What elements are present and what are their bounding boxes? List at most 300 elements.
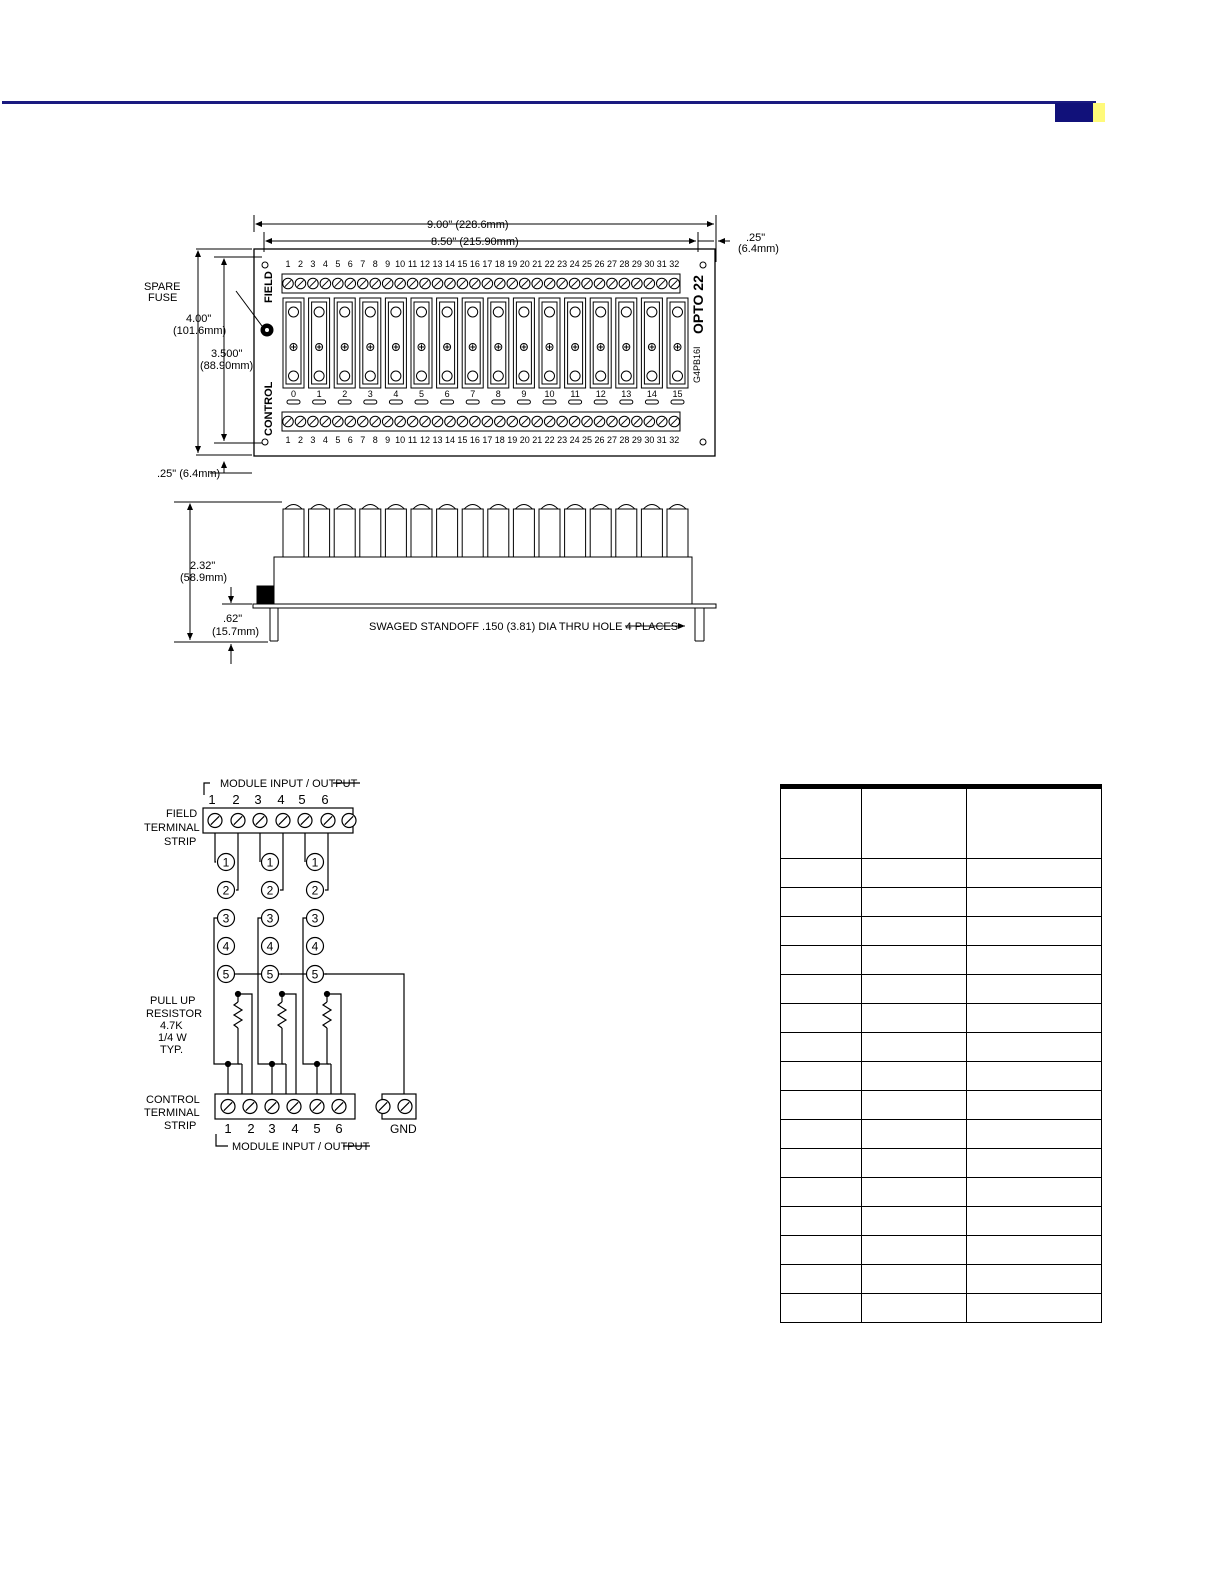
terminal-number-top: 21 (532, 259, 543, 269)
table-row (781, 1207, 1102, 1236)
module-number: 1 (316, 389, 322, 399)
terminal-number-top: 3 (310, 259, 316, 269)
table-cell (781, 1004, 862, 1033)
terminal-screw (333, 416, 344, 427)
terminal-number-bottom: 25 (582, 435, 593, 445)
module-io-bottom: MODULE INPUT / OUTPUT (232, 1141, 370, 1153)
pin-number: 1 (266, 855, 274, 870)
table-cell (862, 1091, 967, 1120)
table-cell (862, 1236, 967, 1265)
terminal-screw (657, 278, 668, 289)
module-number: 13 (621, 389, 632, 399)
terminal-screw (669, 278, 680, 289)
terminal-number-top: 2 (297, 259, 303, 269)
module-number: 0 (290, 389, 297, 399)
terminal-number-bottom: 18 (494, 435, 505, 445)
table-row (781, 917, 1102, 946)
io-number-top: 3 (254, 792, 262, 807)
terminal-screw (519, 278, 530, 289)
terminal-number-top: 18 (494, 259, 505, 269)
terminal-number-bottom: 32 (669, 435, 680, 445)
terminal-screw (395, 416, 406, 427)
terminal-screw (445, 416, 456, 427)
table-cell (862, 1207, 967, 1236)
table-row (781, 1294, 1102, 1323)
terminal-number-top: 24 (569, 259, 580, 269)
standoff-note: SWAGED STANDOFF .150 (3.81) DIA THRU HOLE 4 PLACES (369, 621, 679, 633)
terminal-number-bottom: 23 (557, 435, 568, 445)
control-terminal-strip (283, 416, 680, 427)
terminal-number-bottom: 16 (469, 435, 480, 445)
table-cell (781, 946, 862, 975)
terminal-number-bottom: 4 (322, 435, 328, 445)
table-row (781, 1178, 1102, 1207)
module-number: 10 (544, 389, 555, 399)
table-cell (967, 1236, 1102, 1265)
table-cell (967, 1033, 1102, 1062)
terminal-screw (557, 416, 568, 427)
terminal-number-bottom: 26 (594, 435, 605, 445)
control-screw (221, 1100, 235, 1114)
field-screw (342, 814, 356, 828)
terminal-screw (532, 416, 543, 427)
side-height-mm: (58.9mm) (180, 572, 228, 584)
board-brand: OPTO 22 (690, 275, 706, 334)
control-label: CONTROL (263, 381, 275, 436)
spare-label: SPARE (144, 281, 181, 293)
module-number: 14 (646, 389, 657, 399)
module-number: 5 (418, 389, 425, 399)
field-screw (208, 814, 222, 828)
field-terminal-strip (283, 278, 680, 289)
terminal-number-top: 12 (420, 259, 431, 269)
terminal-number-bottom: 28 (619, 435, 630, 445)
board-model: G4PB16I (692, 346, 702, 383)
io-number-bottom: 1 (224, 1121, 232, 1136)
terminal-number-top: 1 (285, 259, 291, 269)
field-label: FIELD (263, 271, 275, 303)
terminal-screw (382, 416, 393, 427)
table-cell (781, 859, 862, 888)
terminal-number-bottom: 6 (347, 435, 353, 445)
terminal-number-top: 19 (507, 259, 518, 269)
terminal-number-bottom: 9 (385, 435, 391, 445)
control-screw (265, 1100, 279, 1114)
pullup-3: 4.7K (160, 1020, 183, 1032)
table-cell (862, 859, 967, 888)
dim-edge-in: .25" (746, 232, 766, 244)
table-cell (967, 1120, 1102, 1149)
table-cell (967, 1207, 1102, 1236)
table-cell (967, 1149, 1102, 1178)
table-cell (781, 1091, 862, 1120)
terminal-screw (357, 278, 368, 289)
terminal-screw (495, 278, 506, 289)
dim-height-in: 4.00" (186, 313, 212, 325)
terminal-number-top: 17 (482, 259, 493, 269)
terminal-number-top: 15 (457, 259, 468, 269)
pin-number: 3 (222, 911, 230, 926)
terminal-number-top: 32 (669, 259, 680, 269)
terminal-screw (632, 278, 643, 289)
pin-number: 2 (311, 883, 319, 898)
table-cell (781, 1120, 862, 1149)
terminal-number-top: 30 (644, 259, 655, 269)
io-number-bottom: 5 (313, 1121, 321, 1136)
dim-overall-width: 9.00" (228.6mm) (427, 219, 509, 231)
control-screw (376, 1100, 390, 1114)
module-number: 11 (570, 389, 580, 399)
terminal-screw (407, 278, 418, 289)
terminal-screw (569, 416, 580, 427)
terminal-screw (470, 278, 481, 289)
pin-number: 5 (222, 967, 230, 982)
pin-number: 5 (266, 967, 274, 982)
terminal-screw (544, 278, 555, 289)
table-cell (781, 1207, 862, 1236)
terminal-screw (619, 416, 630, 427)
field-screw (276, 814, 290, 828)
terminal-number-top: 13 (432, 259, 443, 269)
terminal-screw (657, 416, 668, 427)
terminal-screw (482, 416, 493, 427)
terminal-number-bottom: 2 (297, 435, 303, 445)
terminal-number-bottom: 19 (507, 435, 518, 445)
table-row (781, 1033, 1102, 1062)
pin-number: 4 (222, 939, 230, 954)
terminal-screw (382, 278, 393, 289)
terminal-screw (507, 416, 518, 427)
side-module (513, 505, 534, 558)
pullup-5: TYP. (160, 1044, 184, 1056)
terminal-number-bottom: 30 (644, 435, 655, 445)
terminal-number-top: 22 (544, 259, 555, 269)
terminal-screw (594, 416, 605, 427)
table-cell (781, 1033, 862, 1062)
terminal-screw (445, 278, 456, 289)
pin-number: 5 (311, 967, 319, 982)
table-cell (862, 1033, 967, 1062)
terminal-number-bottom: 3 (310, 435, 316, 445)
table-row (781, 1091, 1102, 1120)
terminal-screw (357, 416, 368, 427)
table-cell (781, 1178, 862, 1207)
control-screw (310, 1100, 324, 1114)
table-cell (862, 888, 967, 917)
pin-number: 2 (266, 883, 274, 898)
side-module (590, 505, 611, 558)
terminal-number-bottom: 22 (544, 435, 555, 445)
terminal-number-bottom: 1 (285, 435, 291, 445)
table-cell (781, 1236, 862, 1265)
table-cell (862, 1062, 967, 1091)
side-view (174, 502, 716, 664)
table-cell (967, 1091, 1102, 1120)
control-screw (398, 1100, 412, 1114)
table-row (781, 1120, 1102, 1149)
terminal-number-top: 7 (360, 259, 366, 269)
terminal-number-bottom: 17 (482, 435, 493, 445)
terminal-number-bottom: 7 (360, 435, 366, 445)
control-screw (332, 1100, 346, 1114)
table-cell (967, 946, 1102, 975)
terminal-number-bottom: 8 (372, 435, 378, 445)
terminal-number-bottom: 31 (656, 435, 667, 445)
field-strip-3: STRIP (164, 836, 197, 848)
side-module (360, 505, 381, 558)
terminal-number-top: 16 (469, 259, 480, 269)
table-row (781, 888, 1102, 917)
table-cell (967, 1178, 1102, 1207)
terminal-number-bottom: 14 (444, 435, 455, 445)
side-module (283, 505, 304, 558)
terminal-number-bottom: 13 (432, 435, 443, 445)
side-module (641, 505, 662, 558)
field-strip-2: TERMINAL (144, 822, 200, 834)
terminal-screw (644, 416, 655, 427)
terminal-screw (569, 278, 580, 289)
table-cell (862, 1265, 967, 1294)
terminal-screw (594, 278, 605, 289)
table-cell (862, 1120, 967, 1149)
terminal-screw (370, 416, 381, 427)
terminal-number-top: 9 (385, 259, 391, 269)
terminal-number-top: 26 (594, 259, 605, 269)
terminal-screw (432, 416, 443, 427)
terminal-number-top: 25 (582, 259, 593, 269)
module-number: 3 (367, 389, 373, 399)
table-header-cell (862, 787, 967, 859)
table-cell (967, 1294, 1102, 1323)
table-row (781, 946, 1102, 975)
terminal-screw (532, 278, 543, 289)
side-module (437, 505, 458, 558)
terminal-screw (619, 278, 630, 289)
terminal-number-bottom: 10 (395, 435, 406, 445)
terminal-screw (345, 278, 356, 289)
table-cell (862, 975, 967, 1004)
control-strip-2: TERMINAL (144, 1107, 200, 1119)
terminal-screw (345, 416, 356, 427)
terminal-number-bottom: 24 (569, 435, 580, 445)
module-number: 15 (672, 389, 683, 399)
table-row (781, 1236, 1102, 1265)
io-number-bottom: 6 (335, 1121, 343, 1136)
io-number-bottom: 3 (268, 1121, 276, 1136)
field-screw (298, 814, 312, 828)
terminal-screw (582, 278, 593, 289)
terminal-screw (557, 278, 568, 289)
control-strip-3: STRIP (164, 1120, 197, 1132)
terminal-screw (407, 416, 418, 427)
table-cell (781, 888, 862, 917)
table-cell (862, 1294, 967, 1323)
dim-height-mm: (101.6mm) (173, 325, 227, 337)
dim-inner-mm: (88.90mm) (200, 360, 254, 372)
terminal-screw (482, 278, 493, 289)
io-number-bottom: 4 (291, 1121, 299, 1136)
table-header-row (781, 787, 1102, 859)
module-number: 9 (521, 389, 527, 399)
terminal-screw (519, 416, 530, 427)
table-cell (967, 975, 1102, 1004)
side-module (411, 505, 432, 558)
table-cell (967, 1062, 1102, 1091)
terminal-number-top: 27 (606, 259, 617, 269)
module-number: 4 (393, 389, 399, 399)
module-number: 12 (595, 389, 606, 399)
side-standoff-mm: (15.7mm) (212, 626, 260, 638)
terminal-number-top: 5 (335, 259, 341, 269)
pin-number: 4 (311, 939, 319, 954)
control-screw (243, 1100, 257, 1114)
control-strip-1: CONTROL (146, 1094, 200, 1106)
terminal-screw (320, 278, 331, 289)
terminal-screw (607, 278, 618, 289)
module-number: 7 (470, 389, 476, 399)
side-module (565, 505, 586, 558)
table-row (781, 1062, 1102, 1091)
terminal-screw (644, 278, 655, 289)
terminal-screw (457, 416, 468, 427)
table-cell (967, 859, 1102, 888)
terminal-number-top: 10 (395, 259, 406, 269)
terminal-number-top: 8 (372, 259, 378, 269)
fuse-label: FUSE (148, 292, 178, 304)
terminal-screw (395, 278, 406, 289)
terminal-number-bottom: 21 (532, 435, 543, 445)
side-module (385, 505, 406, 558)
dim-hole-spacing: 8.50" (215.90mm) (431, 236, 519, 248)
terminal-number-bottom: 15 (457, 435, 468, 445)
control-screw (287, 1100, 301, 1114)
table-row (781, 975, 1102, 1004)
terminal-number-bottom: 11 (407, 435, 418, 445)
terminal-screw (308, 278, 319, 289)
terminal-number-top: 28 (619, 259, 630, 269)
table-cell (862, 1004, 967, 1033)
terminal-number-bottom: 20 (519, 435, 530, 445)
module-number: 8 (495, 389, 501, 399)
schematic (203, 783, 416, 1146)
terminal-screw (457, 278, 468, 289)
terminal-number-bottom: 27 (606, 435, 617, 445)
terminal-screw (283, 278, 294, 289)
data-table (780, 784, 1102, 1323)
table-row (781, 859, 1102, 888)
terminal-screw (544, 416, 555, 427)
table-row (781, 1265, 1102, 1294)
field-strip-1: FIELD (166, 808, 198, 820)
pin-number: 4 (266, 939, 274, 954)
terminal-number-top: 6 (347, 259, 353, 269)
terminal-number-top: 31 (656, 259, 667, 269)
terminal-number-bottom: 5 (335, 435, 341, 445)
pin-number: 1 (222, 855, 230, 870)
table-header-cell (967, 787, 1102, 859)
gnd-label: GND (390, 1122, 417, 1136)
table-cell (862, 946, 967, 975)
module-io-top: MODULE INPUT / OUTPUT (220, 778, 358, 790)
table-cell (781, 1062, 862, 1091)
terminal-screw (295, 416, 306, 427)
table-cell (967, 917, 1102, 946)
terminal-number-top: 14 (444, 259, 455, 269)
table-cell (967, 1265, 1102, 1294)
terminal-screw (295, 278, 306, 289)
field-screw (321, 814, 335, 828)
terminal-screw (470, 416, 481, 427)
io-number-top: 1 (208, 792, 216, 807)
table-header-cell (781, 787, 862, 859)
terminal-screw (582, 416, 593, 427)
table-cell (862, 1149, 967, 1178)
io-number-top: 6 (321, 792, 329, 807)
terminal-screw (420, 416, 431, 427)
terminal-screw (370, 278, 381, 289)
table-cell (862, 917, 967, 946)
table-row (781, 1149, 1102, 1178)
table-cell (967, 888, 1102, 917)
terminal-number-top: 29 (631, 259, 642, 269)
terminal-screw (432, 278, 443, 289)
module-number: 6 (444, 389, 450, 399)
pin-number: 1 (311, 855, 319, 870)
table-cell (781, 1149, 862, 1178)
side-module (462, 505, 483, 558)
table-cell (781, 1265, 862, 1294)
pin-number: 3 (266, 911, 274, 926)
dim-inner-in: 3.500" (211, 348, 243, 360)
table-cell (781, 917, 862, 946)
side-module (488, 505, 509, 558)
dim-bottom: .25" (6.4mm) (157, 468, 221, 480)
terminal-number-bottom: 29 (631, 435, 642, 445)
io-number-bottom: 2 (247, 1121, 255, 1136)
terminal-number-bottom: 12 (420, 435, 431, 445)
table-cell (781, 1294, 862, 1323)
side-module (539, 505, 560, 558)
terminal-screw (333, 278, 344, 289)
table-cell (862, 1178, 967, 1207)
terminal-number-top: 23 (557, 259, 568, 269)
io-number-top: 5 (298, 792, 306, 807)
terminal-screw (283, 416, 294, 427)
table-row (781, 1004, 1102, 1033)
table-cell (967, 1004, 1102, 1033)
terminal-screw (420, 278, 431, 289)
field-screw (253, 814, 267, 828)
terminal-screw (607, 416, 618, 427)
side-height-in: 2.32" (190, 560, 216, 572)
terminal-number-top: 20 (519, 259, 530, 269)
terminal-screw (507, 278, 518, 289)
table-body (781, 859, 1102, 1323)
dim-edge-mm: (6.4mm) (738, 243, 779, 255)
side-module (667, 505, 688, 558)
side-standoff-in: .62" (223, 613, 243, 625)
pullup-2: RESISTOR (146, 1008, 203, 1020)
terminal-screw (632, 416, 643, 427)
field-screw (231, 814, 245, 828)
pin-number: 3 (311, 911, 319, 926)
terminal-screw (308, 416, 319, 427)
table-cell (781, 975, 862, 1004)
pullup-4: 1/4 W (158, 1032, 187, 1044)
terminal-number-top: 4 (322, 259, 328, 269)
terminal-screw (669, 416, 680, 427)
io-number-top: 4 (277, 792, 285, 807)
